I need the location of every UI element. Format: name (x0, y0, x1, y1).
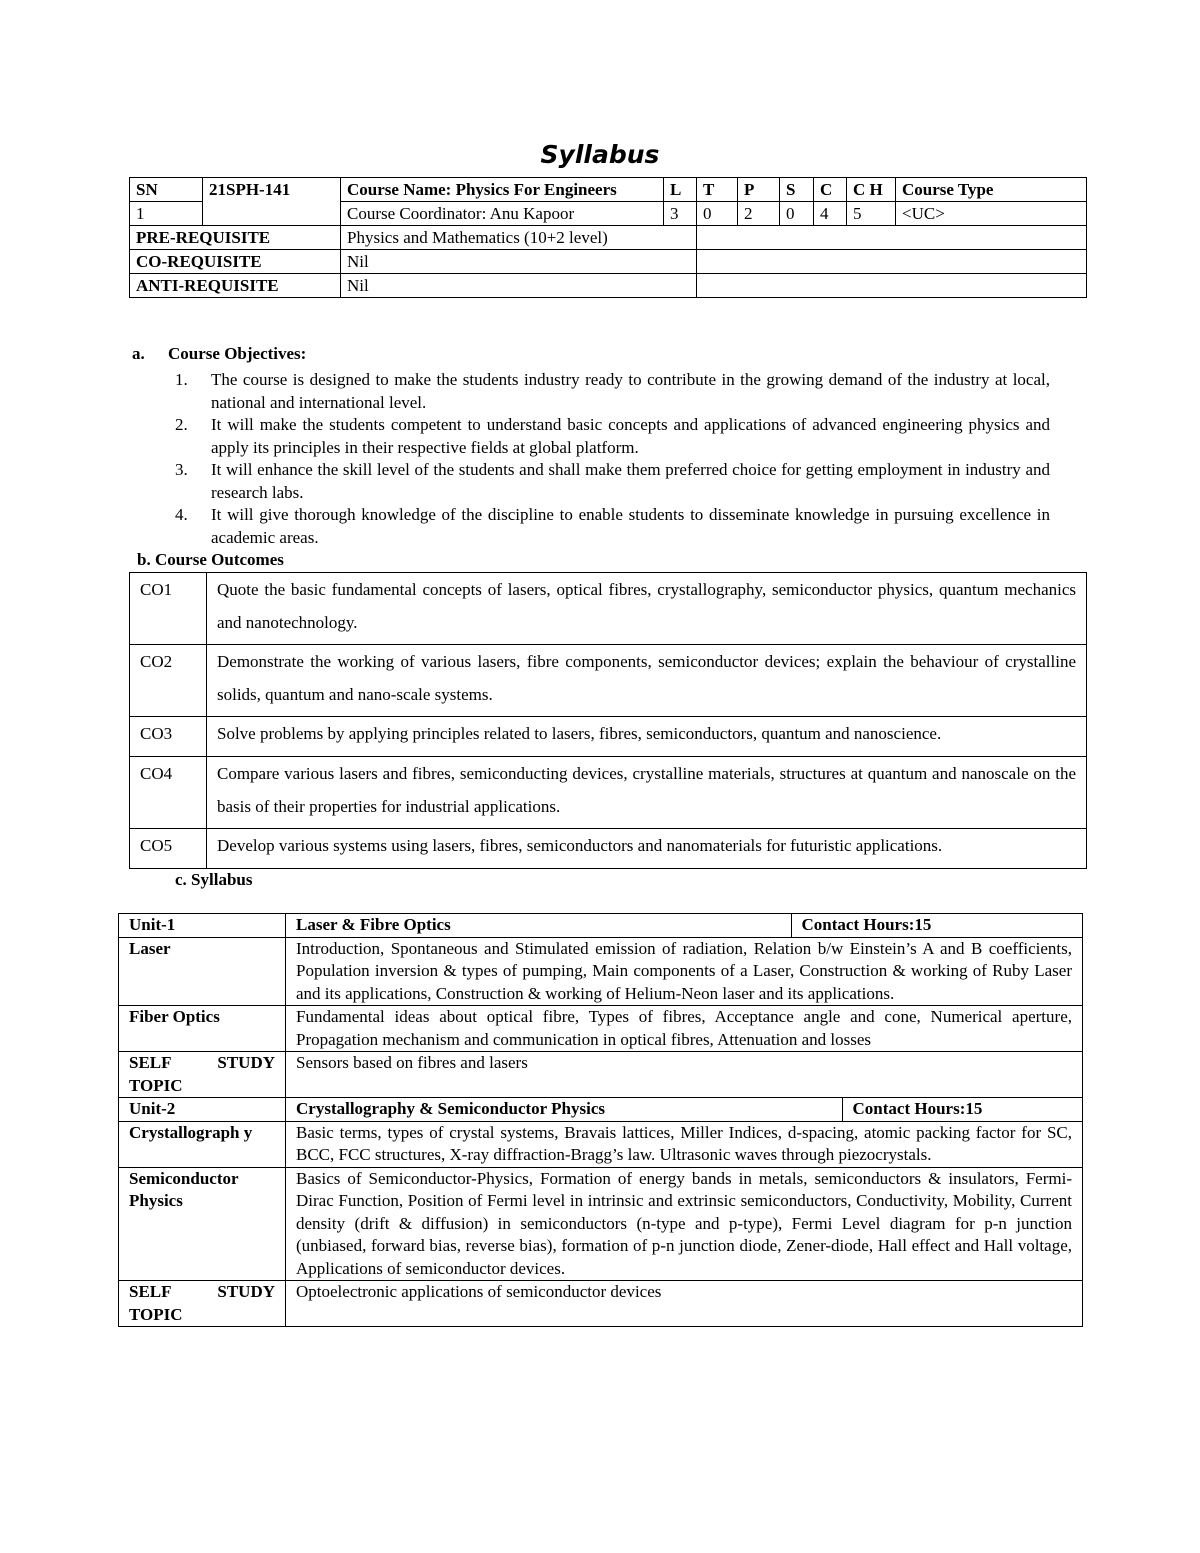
objectives-letter: a. (132, 344, 145, 363)
antirequisite-value: Nil (341, 274, 697, 298)
prerequisite-label: PRE-REQUISITE (130, 226, 341, 250)
topic-label: Fiber Optics (119, 1006, 286, 1052)
page-title: Syllabus (540, 140, 660, 169)
item-text: It will give thorough knowledge of the discipline to enable students to disseminate knowledge in pursuing excellence in academic areas. (211, 505, 1050, 547)
unit2-header (286, 1098, 1082, 1121)
course-name: Course Name: Physics For Engineers (341, 178, 664, 202)
s-value: 0 (780, 202, 814, 226)
l-label: L (664, 178, 697, 202)
p-value: 2 (738, 202, 780, 226)
unit1-label: Unit-1 (119, 914, 286, 938)
outcome-code: CO3 (130, 717, 207, 757)
topic-content: Sensors based on fibres and lasers (286, 1052, 1083, 1098)
unit2-title: Crystallography & Semiconductor Physics (286, 1098, 842, 1121)
outcome-text: Solve problems by applying principles related to lasers, fibres, semiconductors, quantum and nanoscience. (207, 717, 1087, 757)
unit1-hours: Contact Hours:15 (801, 915, 932, 934)
outcome-code: CO5 (130, 829, 207, 869)
objectives-heading (132, 344, 306, 364)
syllabus-heading: c. Syllabus (175, 870, 253, 889)
outcome-text: Develop various systems using lasers, fibres, semiconductors and nanomaterials for futuristic applications. (207, 829, 1087, 869)
ch-value: 5 (847, 202, 896, 226)
list-item (175, 459, 1050, 504)
outcome-code: CO4 (130, 757, 207, 829)
t-value: 0 (697, 202, 738, 226)
list-item (175, 414, 1050, 459)
outcome-code: CO2 (130, 645, 207, 717)
topic-label: Laser (119, 937, 286, 1006)
list-item (175, 369, 1050, 414)
course-type-value: <UC> (896, 202, 1087, 226)
t-label: T (697, 178, 738, 202)
course-type-label: Course Type (896, 178, 1087, 202)
sn-value: 1 (130, 202, 203, 226)
topic-content: Fundamental ideas about optical fibre, Types of fibres, Acceptance angle and cone, Numerical aperture, Propagation mechanism and communication in optical fibres, Attenuation and losses (286, 1006, 1083, 1052)
unit2-hours: Contact Hours:15 (852, 1099, 983, 1118)
outcomes-table (129, 572, 1087, 869)
corequisite-value: Nil (341, 250, 697, 274)
item-text: It will enhance the skill level of the students and shall make them preferred choice for getting employment in industry and research labs. (211, 460, 1050, 502)
topic-content: Introduction, Spontaneous and Stimulated emission of radiation, Relation b/w Einstein’s A and B coefficients, Population inversion & types of pumping, Main components of a Laser, Construction & working of Ruby Laser and its applications, Construction & working of Helium-Neon laser and its applications. (286, 937, 1083, 1006)
topic-label: Semiconductor Physics (119, 1167, 286, 1281)
item-text: The course is designed to make the students industry ready to contribute in the growing demand of the industry at local, national and international level. (211, 370, 1050, 412)
outcomes-heading: b. Course Outcomes (137, 550, 284, 569)
p-label: P (738, 178, 780, 202)
topic-content: Basics of Semiconductor-Physics, Formation of energy bands in metals, semiconductors & insulators, Fermi-Dirac Function, Position of Fermi level in intrinsic and extrinsic semiconductors, Conductivity, Mobility, Current density (drift & diffusion) in semiconductors (n-type and p-type), Fermi Level diagram for p-n junction (unbiased, forward bias, reverse bias), formation of p-n junction diode, Zener-diode, Hall effect and Hall voltage, Applications of semiconductor devices. (286, 1167, 1083, 1281)
corequisite-blank (697, 250, 1087, 274)
c-value: 4 (814, 202, 847, 226)
antirequisite-blank (697, 274, 1087, 298)
course-coordinator: Course Coordinator: Anu Kapoor (341, 202, 664, 226)
unit1-header (286, 914, 1082, 937)
course-header-table (129, 177, 1087, 298)
outcome-text: Quote the basic fundamental concepts of lasers, optical fibres, crystallography, semiconductor physics, quantum mechanics and nanotechnology. (207, 573, 1087, 645)
unit1-title: Laser & Fibre Optics (286, 914, 791, 937)
ch-label: C H (847, 178, 896, 202)
objectives-list (175, 369, 1050, 549)
topic-label: SELF STUDY TOPIC (119, 1052, 286, 1098)
unit2-label: Unit-2 (119, 1098, 286, 1122)
item-number: 4. (175, 505, 188, 524)
c-label: C (814, 178, 847, 202)
sn-label: SN (130, 178, 203, 202)
item-number: 3. (175, 460, 188, 479)
antirequisite-label: ANTI-REQUISITE (130, 274, 341, 298)
outcome-code: CO1 (130, 573, 207, 645)
item-number: 2. (175, 415, 188, 434)
topic-label: Crystallograph y (119, 1121, 286, 1167)
syllabus-table (118, 913, 1083, 1327)
item-number: 1. (175, 370, 188, 389)
s-label: S (780, 178, 814, 202)
course-code: 21SPH-141 (203, 178, 341, 226)
l-value: 3 (664, 202, 697, 226)
prerequisite-blank (697, 226, 1087, 250)
topic-label: SELF STUDY TOPIC (119, 1281, 286, 1327)
corequisite-label: CO-REQUISITE (130, 250, 341, 274)
topic-content: Basic terms, types of crystal systems, Bravais lattices, Miller Indices, d-spacing, atomic packing factor for SC, BCC, FCC structures, X-ray diffraction-Bragg’s law. Ultrasonic waves through piezocrystals. (286, 1121, 1083, 1167)
outcome-text: Demonstrate the working of various lasers, fibre components, semiconductor devices; explain the behaviour of crystalline solids, quantum and nano-scale systems. (207, 645, 1087, 717)
list-item (175, 504, 1050, 549)
topic-content: Optoelectronic applications of semiconductor devices (286, 1281, 1083, 1327)
objectives-title: Course Objectives: (168, 344, 307, 363)
item-text: It will make the students competent to understand basic concepts and applications of advanced engineering physics and apply its principles in their respective fields at global platform. (211, 415, 1050, 457)
prerequisite-value: Physics and Mathematics (10+2 level) (341, 226, 697, 250)
outcome-text: Compare various lasers and fibres, semiconducting devices, crystalline materials, structures at quantum and nanoscale on the basis of their properties for industrial applications. (207, 757, 1087, 829)
